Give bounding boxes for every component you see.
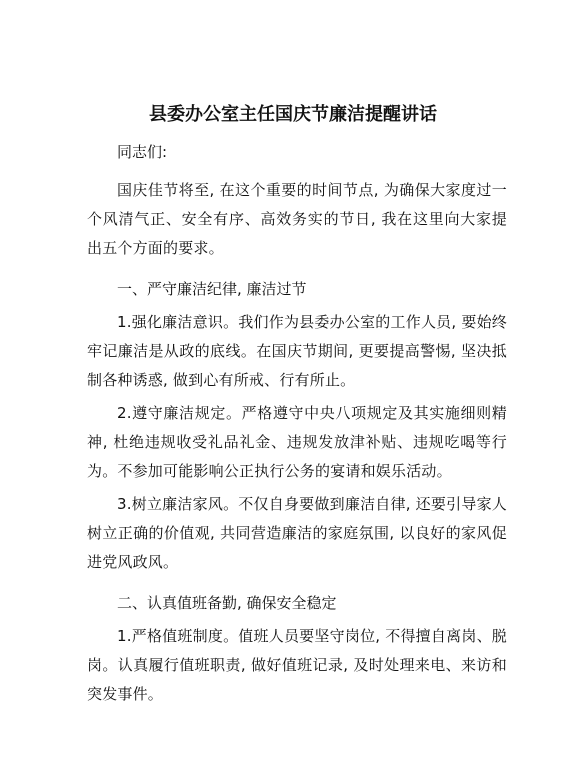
section2-item-1: 1.严格值班制度。值班人员要坚守岗位, 不得擅自离岗、脱岗。认真履行值班职责, 做好值班记录, 及时处理来电、来访和突发事件。 — [87, 627, 507, 703]
section1-item-2: 2.遵守廉洁规定。严格遵守中央八项规定及其实施细则精神, 杜绝违规收受礼品礼金、违规发放津补贴、违规吃喝等行为。不参加可能影响公正执行公务的宴请和娱乐活动。 — [87, 404, 507, 480]
document-title: 县委办公室主任国庆节廉洁提醒讲话 — [149, 104, 437, 125]
section-heading-1: 一、严守廉洁纪律, 廉洁过节 — [117, 280, 307, 298]
section1-item-1: 1.强化廉洁意识。我们作为县委办公室的工作人员, 要始终牢记廉洁是从政的底线。在国庆节期间, 更要提高警惕, 坚决抵制各种诱惑, 做到心有所戒、行有所止。 — [87, 313, 507, 389]
intro-paragraph: 国庆佳节将至, 在这个重要的时间节点, 为确保大家度过一个风清气正、安全有序、高效务实的节日, 我在这里向大家提出五个方面的要求。 — [87, 181, 507, 257]
section-heading-2: 二、认真值班备勤, 确保安全稳定 — [117, 594, 337, 612]
document-body — [87, 102, 507, 709]
salutation: 同志们: — [117, 143, 168, 161]
section1-item-3: 3.树立廉洁家风。不仅自身要做到廉洁自律, 还要引导家人树立正确的价值观, 共同营造廉洁的家庭氛围, 以良好的家风促进党风政风。 — [87, 495, 507, 571]
